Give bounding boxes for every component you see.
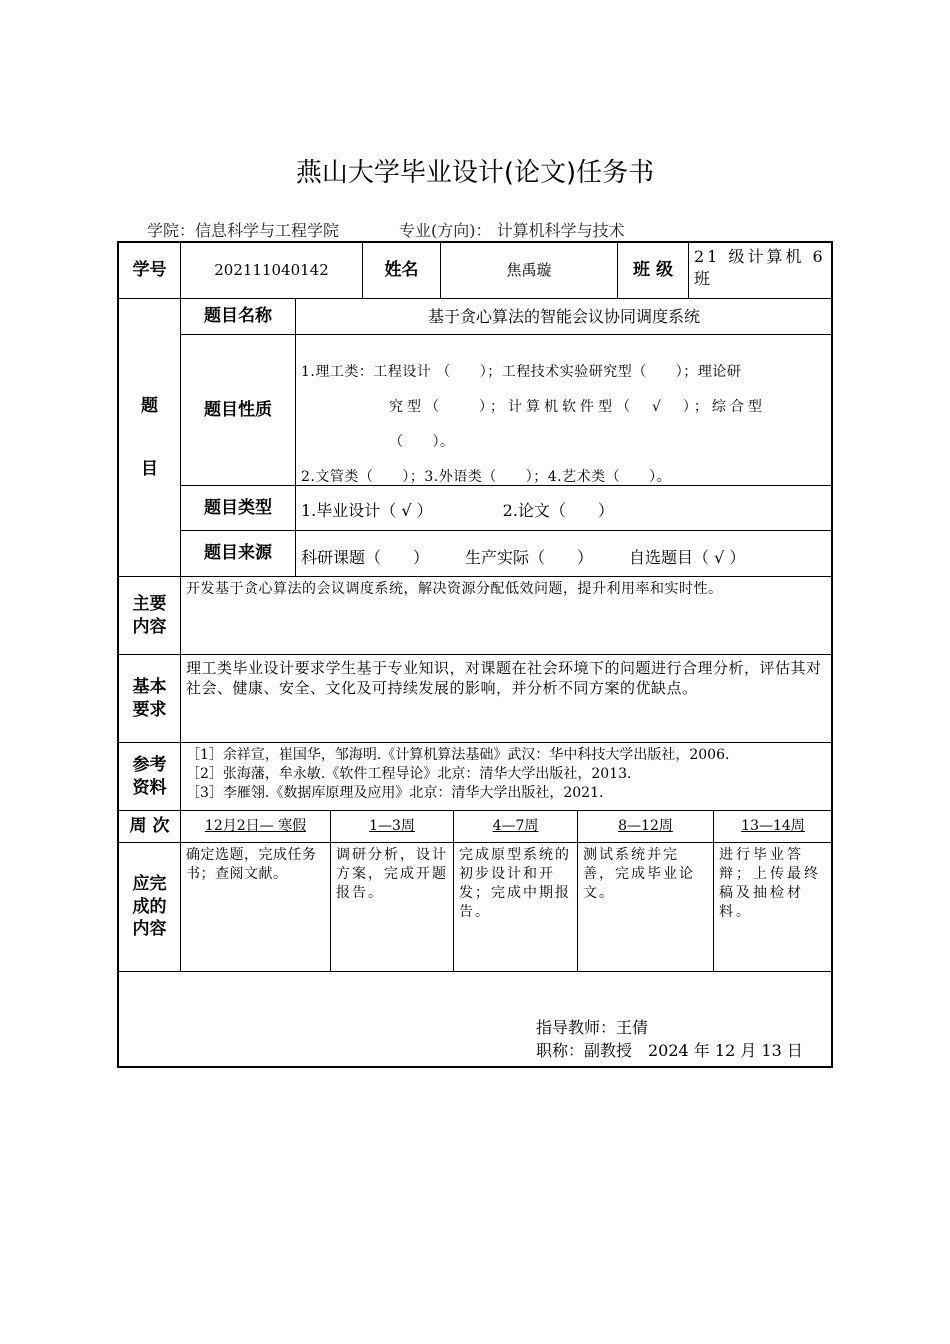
- topic-type: [295, 485, 833, 531]
- class-label: 班 级: [617, 242, 689, 299]
- week-cell: [577, 810, 714, 843]
- references-list: [180, 742, 833, 811]
- advisor: 指导教师：王倩: [536, 1018, 649, 1037]
- references-label: 参考资料: [118, 742, 181, 811]
- class-value: 21 级计算机 6 班: [688, 242, 833, 299]
- topic-label-1: 题: [141, 395, 158, 416]
- requirements-text: 理工类毕业设计要求学生基于专业知识，对课题在社会环境下的问题进行合理分析，评估其对社会、健康、安全、文化及可持续发展的影响，并分析不同方案的优缺点。: [180, 654, 833, 743]
- topic-type-label: 题目类型: [180, 485, 296, 531]
- topic-nature: [295, 334, 833, 486]
- subtitle: [147, 218, 625, 241]
- nature-line: （ ）。: [389, 434, 455, 450]
- student-name: 焦禹璇: [440, 242, 618, 299]
- requirements-label: 基本要求: [118, 654, 181, 743]
- source-research: 科研课题（ ）: [301, 547, 430, 567]
- document-title: 燕山大学毕业设计(论文)任务书: [295, 158, 655, 188]
- week-range: 1—3周: [369, 818, 415, 835]
- tasks-label: 应完成的内容: [118, 842, 181, 972]
- title-and-date: 职称：副教授 2024 年 12 月 13 日: [536, 1041, 803, 1060]
- reference-item: ［3］李雁翎.《数据库原理及应用》北京：清华大学出版社，2021.: [186, 785, 604, 801]
- student-id-label: 学号: [118, 242, 181, 299]
- topic-section-label: [118, 298, 181, 577]
- topic-name-label: 题目名称: [180, 298, 296, 335]
- week-cell: [713, 810, 833, 843]
- week-range: 4—7周: [492, 818, 539, 835]
- topic-label-2: 目: [141, 458, 158, 479]
- source-self: 自选题目（ √ ）: [629, 547, 746, 567]
- type-thesis: 2.论文（ ）: [502, 501, 614, 521]
- nature-line: 2.文管类（ ）；3.外语类（ ）；4.艺术类（ ）。: [301, 469, 672, 485]
- week-range: 12月2日— 寒假: [204, 818, 307, 835]
- task-cell: 完成原型系统的初步设计和开发；完成中期报告。: [453, 842, 578, 972]
- main-content-text: 开发基于贪心算法的会议调度系统，解决资源分配低效问题，提升利用率和实时性。: [180, 576, 833, 655]
- task-cell: 确定选题，完成任务书；查阅文献。: [180, 842, 331, 972]
- nature-line: 究型（ ）；计算机软件型（ √ ）；综合型: [389, 399, 766, 415]
- reference-item: ［2］张海藩，牟永敏.《软件工程导论》北京：清华大学出版社，2013.: [186, 766, 632, 782]
- week-range: 13—14周: [741, 818, 805, 835]
- week-label: 周 次: [118, 810, 181, 843]
- type-design: 1.毕业设计（ √ ）: [301, 501, 433, 521]
- nature-line: 1.理工类：工程设计 （ ）；工程技术实验研究型（ ）；理论研: [301, 364, 742, 380]
- topic-name: 基于贪心算法的智能会议协同调度系统: [295, 298, 833, 335]
- main-content-label: 主要内容: [118, 576, 181, 655]
- task-cell: 测试系统并完善，完成毕业论文。: [577, 842, 714, 972]
- week-range: 8—12周: [618, 818, 673, 835]
- reference-item: ［1］余祥宣，崔国华，邹海明.《计算机算法基础》武汉：华中科技大学出版社，2006.: [186, 747, 730, 763]
- college: 学院：信息科学与工程学院: [147, 221, 340, 240]
- major: 专业(方向)： 计算机科学与技术: [399, 221, 625, 240]
- week-cell: [330, 810, 454, 843]
- topic-nature-label: 题目性质: [180, 334, 296, 486]
- task-cell: 进行毕业答辩；上传最终稿及抽检材料。: [713, 842, 833, 972]
- week-cell: [453, 810, 578, 843]
- student-id: 202111040142: [180, 242, 363, 299]
- name-label: 姓名: [362, 242, 441, 299]
- topic-source-label: 题目来源: [180, 530, 296, 577]
- task-cell: 调研分析，设计方案，完成开题报告。: [330, 842, 454, 972]
- week-cell: [180, 810, 331, 843]
- source-production: 生产实际（ ）: [465, 547, 594, 567]
- signature-block: [118, 971, 833, 1068]
- topic-source: [295, 530, 833, 577]
